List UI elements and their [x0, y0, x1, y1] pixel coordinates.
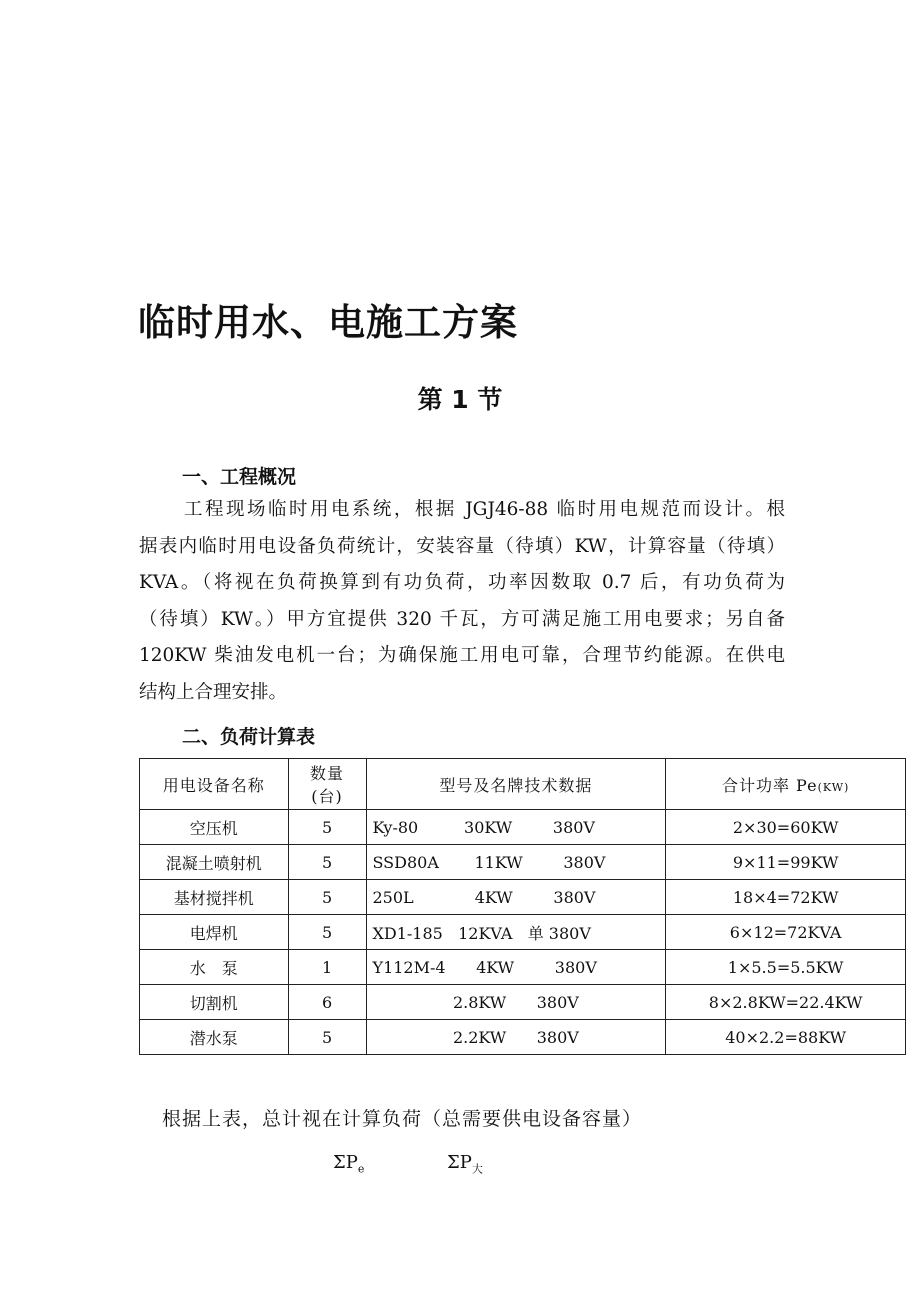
table-row [140, 880, 906, 915]
equipment-total-power: 18×4=72KW [666, 880, 906, 915]
paragraph-line: 120KW 柴油发电机一台；为确保施工用电可靠，合理节约能源。在供电 [139, 645, 785, 666]
summary-text: 根据上表，总计视在计算负荷（总需要供电设备容量） [162, 1108, 643, 1130]
load-table-heading: 二、负荷计算表 [182, 726, 316, 748]
table-row [140, 845, 906, 880]
equipment-quantity: 5 [288, 1020, 366, 1055]
table-row [140, 915, 906, 950]
paragraph-line: （待填）KW。）甲方宜提供 320 千瓦，方可满足施工用电要求；另自备 [139, 608, 785, 630]
header-total-power-unit: (KW) [817, 780, 850, 794]
equipment-name: 电焊机 [140, 915, 289, 950]
equipment-quantity: 5 [288, 880, 366, 915]
equipment-specs: XD1-185 12KVA 单 380V [366, 915, 666, 950]
equipment-name: 水 泵 [140, 950, 289, 985]
equipment-specs: Y112M-4 4KW 380V [366, 950, 666, 985]
equipment-name: 基材搅拌机 [140, 880, 289, 915]
sigma-pe-subscript: e [357, 1162, 365, 1176]
equipment-name: 混凝土喷射机 [140, 845, 289, 880]
equipment-total-power: 9×11=99KW [666, 845, 906, 880]
overview-paragraph [139, 492, 785, 711]
equipment-specs: 2.2KW 380V [366, 1020, 666, 1055]
header-equipment-name: 用电设备名称 [140, 759, 289, 810]
equipment-total-power: 6×12=72KVA [666, 915, 906, 950]
sigma-pe-symbol: ΣP [333, 1152, 358, 1173]
header-model-specs: 型号及名牌技术数据 [366, 759, 666, 810]
paragraph-line: 结构上合理安排。 [139, 681, 288, 703]
sigma-pe [333, 1152, 364, 1176]
header-quantity: 数量(台) [288, 759, 366, 810]
table-row [140, 950, 906, 985]
equipment-total-power: 2×30=60KW [666, 810, 906, 845]
header-total-power-label: 合计功率 Pe [721, 775, 818, 795]
equipment-quantity: 5 [288, 810, 366, 845]
sigma-p-max-symbol: ΣP [447, 1152, 472, 1173]
table-header-row [140, 759, 906, 810]
equipment-specs: 250L 4KW 380V [366, 880, 666, 915]
equipment-total-power: 1×5.5=5.5KW [666, 950, 906, 985]
equipment-total-power: 40×2.2=88KW [666, 1020, 906, 1055]
equipment-total-power: 8×2.8KW=22.4KW [666, 985, 906, 1020]
overview-heading: 一、工程概况 [182, 466, 297, 488]
table-row [140, 985, 906, 1020]
equipment-name: 切割机 [140, 985, 289, 1020]
section-heading: 第 1 节 [417, 385, 503, 414]
equipment-quantity: 5 [288, 915, 366, 950]
table-row [140, 1020, 906, 1055]
equipment-name: 潜水泵 [140, 1020, 289, 1055]
document-title: 临时用水、电施工方案 [138, 301, 518, 344]
sigma-p-max-subscript: 大 [471, 1162, 483, 1176]
equipment-name: 空压机 [140, 810, 289, 845]
equipment-specs: Ky-80 30KW 380V [366, 810, 666, 845]
paragraph-line: 据表内临时用电设备负荷统计，安装容量（待填）KW，计算容量（待填） [139, 535, 785, 557]
header-total-power [666, 759, 906, 810]
equipment-quantity: 6 [288, 985, 366, 1020]
sigma-p-max [447, 1152, 483, 1177]
equipment-specs: SSD80A 11KW 380V [366, 845, 666, 880]
paragraph-line: KVA。（将视在负荷换算到有功负荷，功率因数取 0.7 后，有功负荷为 [139, 572, 785, 593]
table-row [140, 810, 906, 845]
load-calculation-table [139, 758, 906, 1055]
equipment-quantity: 5 [288, 845, 366, 880]
paragraph-line: 工程现场临时用电系统，根据 JGJ46-88 临时用电规范而设计。根 [184, 499, 785, 520]
equipment-specs: 2.8KW 380V [366, 985, 666, 1020]
equipment-quantity: 1 [288, 950, 366, 985]
